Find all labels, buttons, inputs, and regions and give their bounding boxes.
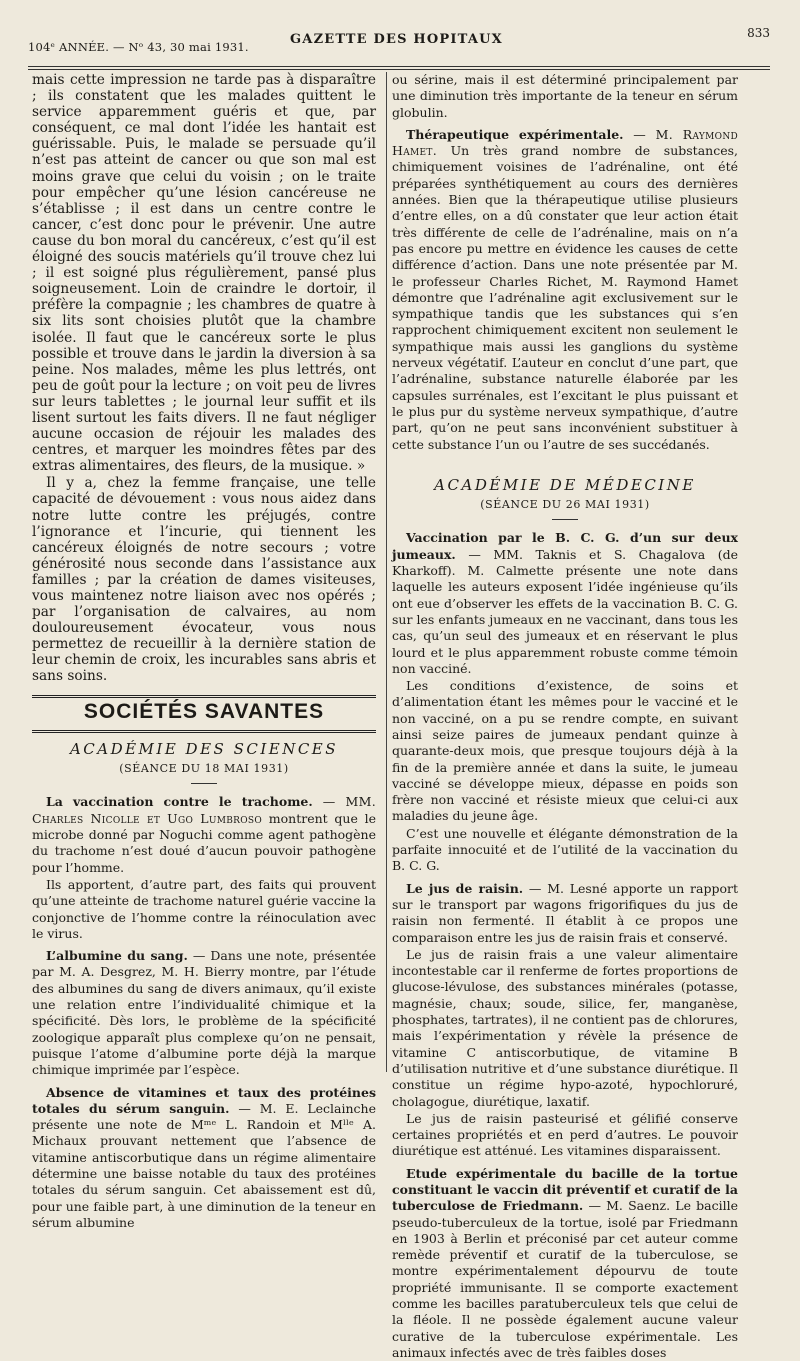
report-authors: — M. Raymond Hamet. [392, 126, 739, 159]
report-raisin [392, 881, 738, 946]
page-number: 833 [747, 26, 770, 40]
left-column [32, 72, 376, 1231]
report-title: Thérapeutique expérimentale. [406, 126, 624, 142]
report-body: — M. E. Leclainche présente une note de Mᵐᵉ L. Randoin et Mˡˡᵉ A. Michaux prouvant nettement que l’absence de vitamine antiscorbutique dans un régime alimentaire détermine une baisse notable du taux des protéines totales du sérum sanguin. Cet abaissement est dû, pour une faible part, à une diminution de la teneur en sérum albumine [32, 1100, 376, 1230]
report-authors: — MM. Charles Nicolle et Ugo Lumbroso [32, 794, 376, 826]
article-paragraph: Il y a, chez la femme française, une telle capacité de dévouement : vous nous aidez dans notre lutte contre les préjugés, contre l’ignorance et l’incurie, qui tiennent les cancéreux éloignés de notre secours ; votre générosité nous seconde dans l’assistance aux familles ; par la création de dames visiteuses, vous maintenez notre liaison avec nos opérés ; par l’organisation de calvaires, au nom douloureusement évocateur, vous nous permettez de recueillir à la dernière station de leur chemin de croix, les incurables sans abris et sans soins. [32, 475, 376, 685]
report-hamet [392, 127, 738, 453]
article-continuation: mais cette impression ne tarde pas à disparaître ; ils constatent que les malades quittent le service apparemment guéris et que, par conséquent, ce mal dont l’idée les hantait est guérissable. Puis, le malade se persuade qu’il n’est pas atteint de cancer ou que son mal est moins grave que celui du voisin ; on le traite pour empêcher qu’une lésion cancéreuse ne s’établisse ; il est dans un centre contre le cancer, c’est donc pour le prévenir. Une autre cause du bon moral du cancéreux, c’est qu’il est éloigné des soucis matériels qu’il trouve chez lui ; il est soigné plus régulièrement, pansé plus soigneusement. Loin de craindre le dortoir, il préfère la compagnie ; les chambres de quatre à six lits sont choisies plutôt que la chambre isolée. Il faut que le cancéreux sorte le plus possible et trouve dans le jardin la diversion à sa peine. Nos malades, même les plus lettrés, ont peu de goût pour la lecture ; on voit peu de livres sur leurs tablettes ; le journal leur suffit et ils lisent surtout les faits divers. Il ne faut négliger aucune occasion de réjouir les malades des centres, et marquer les moindres fêtes par des extras alimentaires, des fleurs, de la musique. » [32, 72, 376, 475]
report-title: L’albumine du sang. [46, 948, 188, 964]
section-rule [32, 695, 376, 698]
report-tortue [392, 1166, 738, 1361]
session-date: (SÉANCE DU 18 MAI 1931) [119, 762, 289, 776]
running-head [28, 26, 770, 54]
report-title: La vaccination contre le trachome. [46, 794, 313, 810]
report-paragraph: Le jus de raisin frais a une valeur alimentaire incontestable car il renferme de fortes proportions de glucose-lévulose, des substances minérales (potasse, magnésie, chaux; soude, silice, fer, manganèse, phosphates, tartrates), il ne contient pas de chlorures, mais l’expérimentation y révèle la présence de vitamine C antiscorbutique, de vitamine B d’utilisation nutritive et d’une substance diurétique. Il constitue un régime hypo-azoté, hypochloruré, cholagogue, diurétique, laxatif. [392, 946, 738, 1109]
report-paragraph: Ils apportent, d’autre part, des faits qui prouvent qu’une atteinte de trachome naturel guérie vaccine la conjonctive de l’homme contre la réinoculation avec le virus. [32, 876, 376, 941]
report-title: Vaccination par le B. C. G. d’un sur deux jumeaux. [392, 530, 738, 562]
right-column [392, 72, 738, 1361]
section-rule [32, 730, 376, 733]
spacer [392, 453, 738, 469]
academy-heading: ACADÉMIE DES SCIENCES [69, 739, 339, 758]
header-rule-secondary [28, 69, 770, 70]
report-title: Absence de vitamines et taux des protéines totales du sérum sanguin. [32, 1084, 376, 1116]
report-body: — MM. Taknis et S. Chagalova (de Kharkoff). M. Calmette présente une note dans laquelle les auteurs exposent l’idée ingénieuse qu’ils ont eue d’observer les effets de la vaccination B. C. G. sur les enfants jumeaux en ne vaccinant, dans tous les cas, qu’un seul des jumeaux et en réservant le plus lourd et le plus apparemment robuste comme témoin non vacciné. [392, 546, 738, 676]
journal-title: GAZETTE DES HOPITAUX [290, 32, 503, 47]
report-bcg [392, 530, 738, 677]
report-body: — M. Saenz. Le bacille pseudo-tuberculeux de la tortue, isolé par Friedmann en 1903 à Berlin et préconisé par cet auteur comme remède préventif et curatif de la tuberculose, se montre expérimentalement dépourvu de toute propriété immunisante. Il se comporte exactement comme les bacilles paratuberculeux tels que celui de la fléole. Il ne possède également aucune valeur curative de la tuberculose expérimentale. Les animaux infectés avec de très faibles doses [392, 1198, 738, 1360]
column-divider [386, 72, 387, 1072]
report-body: — Dans une note, présentée par M. A. Desgrez, M. H. Bierry montre, par l’étude des albumines du sang de divers animaux, qu’il existe une relation entre l’individualité chimique et la spécificité. Dès lors, le problème de la spécificité zoologique apparaît plus complexe qu’on ne pensait, puisque l’atome d’albumine porte déjà la marque chimique imprimée par l’espèce. [32, 948, 376, 1078]
report-trachome [32, 794, 376, 875]
short-rule [552, 519, 578, 520]
left-column-upper-text [32, 72, 376, 685]
report-vitamines [32, 1085, 376, 1232]
report-body: — M. Lesné apporte un rapport sur le transport par wagons frigorifiques du jus de raisin non fermenté. Il établit à ce propos une comparaison entre les jus de raisin frais et conservé. [392, 880, 738, 945]
report-paragraph: C’est une nouvelle et élégante démonstration de la parfaite innocuité et de l’utilité de la vaccination du B. C. G. [392, 825, 738, 874]
report-albumine [32, 948, 376, 1078]
report-paragraph: Le jus de raisin pasteurisé et gélifié conserve certaines propriétés et en perd d’autres. Le pouvoir diurétique est atténué. Les vitamines disparaissent. [392, 1110, 738, 1159]
session-date: (SÉANCE DU 26 MAI 1931) [480, 498, 650, 512]
report-paragraph: Les conditions d’existence, de soins et d’alimentation étant les mêmes pour le vacciné et le non vacciné, on a pu se rendre compte, en suivant ainsi seize paires de jumeaux pendant quinze à quarante-deux mois, que presque toujours déjà à la fin de la première année et dans la suite, le jumeau vacciné se développe mieux, dépasse en poids son frère non vacciné et résiste mieux que celui-ci aux maladies du jeune âge. [392, 678, 738, 824]
issue-line: 104ᵉ ANNÉE. — Nᵒ 43, 30 mai 1931. [28, 40, 249, 54]
report-body: Un très grand nombre de substances, chimiquement voisines de l’adrénaline, ont été préparées synthétiquement au cours des dernières années. Bien que la thérapeutique utilise plusieurs d’entre elles, on a dû constater que leur action était très différente de celle de l’adrénaline, mais on n’a pas encore pu mettre en évidence les causes de cette différence d’action. Dans une note présentée par M. le professeur Charles Richet, M. Raymond Hamet démontre que l’adrénaline agit exclusivement sur le sympathique tandis que les substances qui s’en rapprochent chimiquement excitent non seulement le sympathique mais aussi les ganglions du système nerveux végétatif. L’auteur en conclut d’une part, que l’adrénaline, substance naturelle élaborée par les capsules surrénales, est l’excitant le plus puissant et le plus pur du système nerveux sympathique, d’autre part, qu’on ne peut sans inconvénient substituer à cette substance l’un ou l’autre de ses succédanés. [392, 143, 738, 452]
short-rule [191, 783, 217, 784]
section-title: SOCIÉTÉS SAVANTES [83, 699, 325, 723]
article-continuation: ou sérine, mais il est déterminé principalement par une diminution très importante de la teneur en sérum globulin. [392, 72, 738, 120]
academy-heading: ACADÉMIE DE MÉDECINE [434, 475, 696, 494]
report-title: Le jus de raisin. [406, 880, 524, 896]
report-body: montrent que le microbe donné par Noguchi comme agent pathogène du trachome n’est doué d’aucun pouvoir pathogène pour l’homme. [32, 810, 376, 875]
header-rule [28, 66, 770, 67]
report-title: Etude expérimentale du bacille de la tortue constituant le vaccin dit préventif et curatif de la tuberculose de Friedmann. [392, 1165, 738, 1214]
